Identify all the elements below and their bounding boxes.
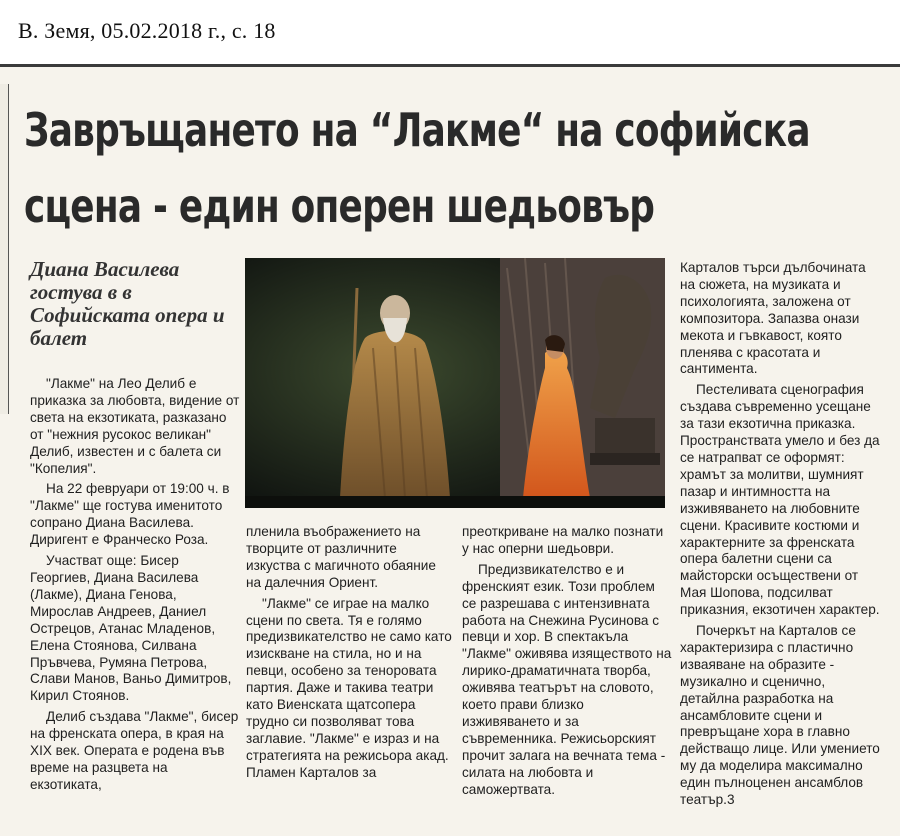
top-rule bbox=[0, 64, 900, 67]
newspaper-clipping bbox=[0, 64, 900, 836]
paragraph: На 22 февруари от 19:00 ч. в "Лакме" ще гостува именитото сопрано Диана Василева. Диригент е Франческо Роза. bbox=[30, 481, 230, 548]
paragraph: "Лакме" на Лео Делиб е приказка за любовта, видение от света на екзотиката, разказано от "нежния русокос великан" Делиб, известен и с балета си "Копелия". bbox=[30, 376, 240, 476]
paragraph: Делиб създава "Лакме", бисер на френската опера, в края на XIX век. Операта е родена във време на разцвета на екзотиката, bbox=[30, 709, 239, 792]
paragraph: пленила въображението на творците от различните изкуства с магичното обаяние на далечния Ориент. bbox=[246, 524, 436, 590]
paragraph: "Лакме" се играе на малко сцени по света. Тя е голямо предизвикателство не само като изискване на стила, но и на певци, особено за теноровата партия. Даже и такива театри като Виенската щатсопера трудно си позволяват това заглавие. "Лакме" е израз и на стратегията на режисьора акад. Пламен Карталов за bbox=[246, 595, 452, 780]
paragraph: Предизвикателство е и френският език. Този проблем се разрешава с интензивната работа на Снежина Русинова с певци и хор. В спектакъла "Лакме" оживява изяществото на лирико-драматичната творба, оживява театърът на словото, което прави близко изживяването и за съвременника. Режисьорският прочит залага на вечната тема - силата на любовта и саможертвата. bbox=[462, 561, 672, 797]
paragraph: Карталов търси дълбочината на сюжета, на музиката и психологията, заложена от композитора. Запазва онази мекота и гъвкавост, която пленява с красотата и сантимента. bbox=[680, 260, 866, 377]
article-headline bbox=[24, 92, 810, 244]
paragraph: преоткриване на малко познати у нас оперни шедьоври. bbox=[462, 524, 664, 556]
paragraph: Почеркът на Карталов се характеризира с пластично изваяване на образите - музикално и сценично, детайлна разработка на ансамбловите сцени и превръщане хора в главно действащо лице. Или умението му да моделира максимално един пълноценен ансамблов театър.3 bbox=[680, 623, 880, 808]
article-column-4 bbox=[680, 260, 884, 813]
headline-line-1: Завръщането на “Лакме“ на софийска bbox=[24, 103, 810, 157]
clipping-source-line: В. Земя, 05.02.2018 г., с. 18 bbox=[18, 18, 276, 43]
opera-stage-photo bbox=[245, 258, 665, 508]
left-edge-strip bbox=[0, 84, 9, 414]
paragraph: Пестеливата сценография създава съвременно усещане за тази екзотична приказка. Пространствата умело и без да се натрапват се оформят: храмът за молитви, шумният пазар и интимността на изживяването на любовните сцени. Красивите костюми и характерните за френската опера балетни сцени са майсторски осъществени от Мая Шопова, подсилват приказния, екзотичен характер. bbox=[680, 382, 880, 618]
article-column-1 bbox=[30, 376, 240, 798]
article-subheading: Диана Василева гостува в в Софийската опера и балет bbox=[30, 257, 225, 350]
article-column-3 bbox=[462, 524, 672, 803]
headline-line-2: сцена - един оперен шедьовър bbox=[24, 179, 655, 233]
opera-stage-illustration bbox=[245, 258, 665, 508]
paragraph: Участват още: Бисер Георгиев, Диана Василева (Лакме), Диана Генова, Мирослав Андреев, Даниел Острецов, Атанас Младенов, Елена Стоянова, Силвана Пръвчева, Румяна Петрова, Слави Манов, Ваньо Димитров, Кирил Стоянов. bbox=[30, 553, 232, 704]
article-column-2 bbox=[246, 524, 452, 786]
